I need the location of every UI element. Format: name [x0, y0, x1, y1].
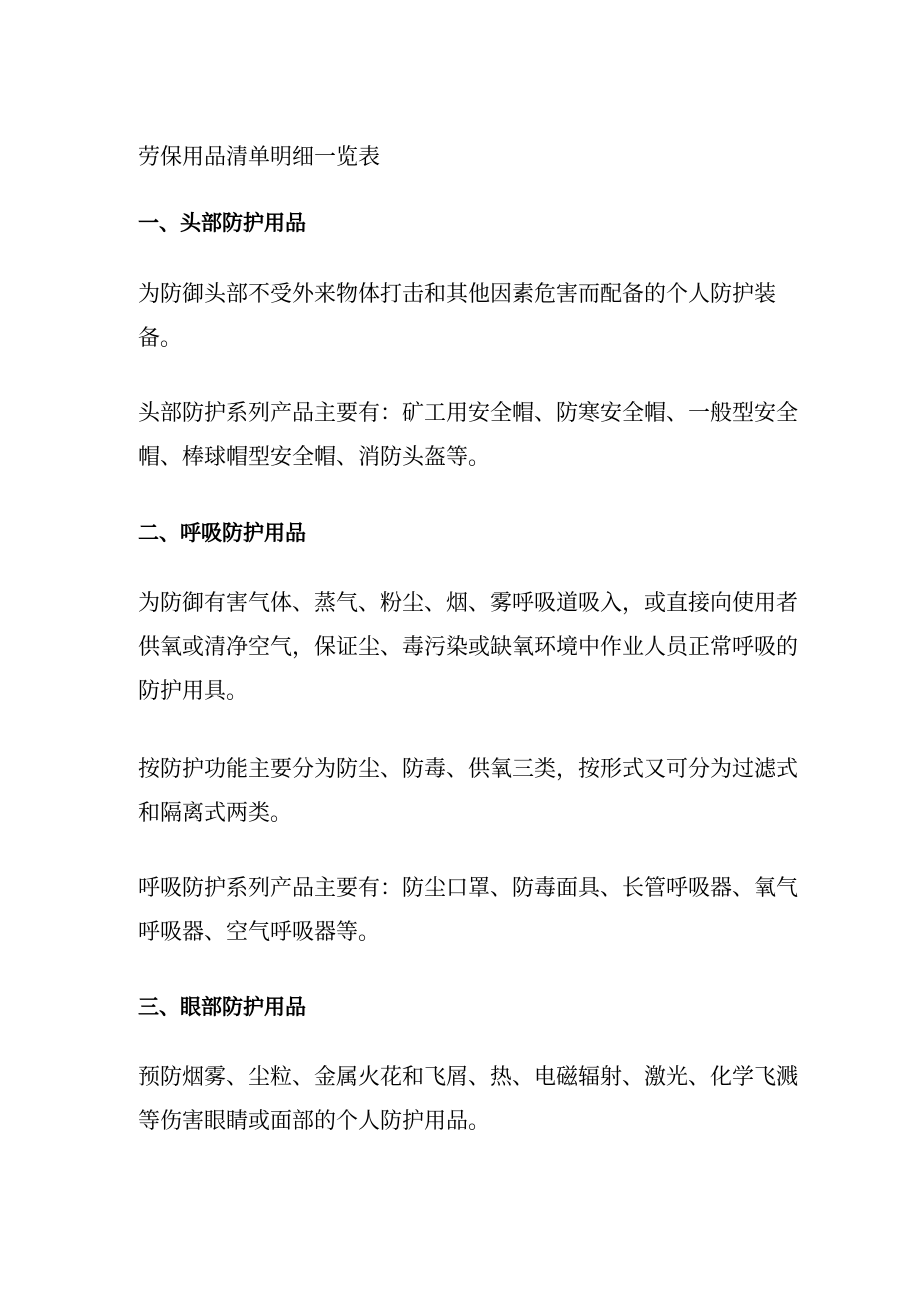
- paragraph-respiratory-classification: 按防护功能主要分为防尘、防毒、供氧三类，按形式又可分为过滤式和隔离式两类。: [138, 757, 799, 826]
- paragraph-head-protection-definition: 为防御头部不受外来物体打击和其他因素危害而配备的个人防护装备。: [138, 282, 777, 351]
- paragraph-respiratory-definition: 为防御有害气体、蒸气、粉尘、烟、雾呼吸道吸入，或直接向使用者供氧或清净空气，保证尘、毒污染或缺氧环境中作业人员正常呼吸的防护用具。: [138, 591, 799, 704]
- document-title: 劳保用品清单明细一览表: [138, 145, 381, 170]
- paragraph-eye-protection-definition: 预防烟雾、尘粒、金属火花和飞屑、热、电磁辐射、激光、化学飞溅等伤害眼睛或面部的个人防护用品。: [138, 1065, 799, 1134]
- section-heading-head-protection: 一、头部防护用品: [138, 211, 306, 235]
- paragraph-head-protection-products: 头部防护系列产品主要有：矿工用安全帽、防寒安全帽、一般型安全帽、棒球帽型安全帽、消防头盔等。: [138, 401, 799, 470]
- section-heading-respiratory-protection: 二、呼吸防护用品: [138, 521, 306, 545]
- section-heading-eye-protection: 三、眼部防护用品: [138, 995, 306, 1019]
- paragraph-respiratory-products: 呼吸防护系列产品主要有：防尘口罩、防毒面具、长管呼吸器、氧气呼吸器、空气呼吸器等。: [138, 876, 799, 945]
